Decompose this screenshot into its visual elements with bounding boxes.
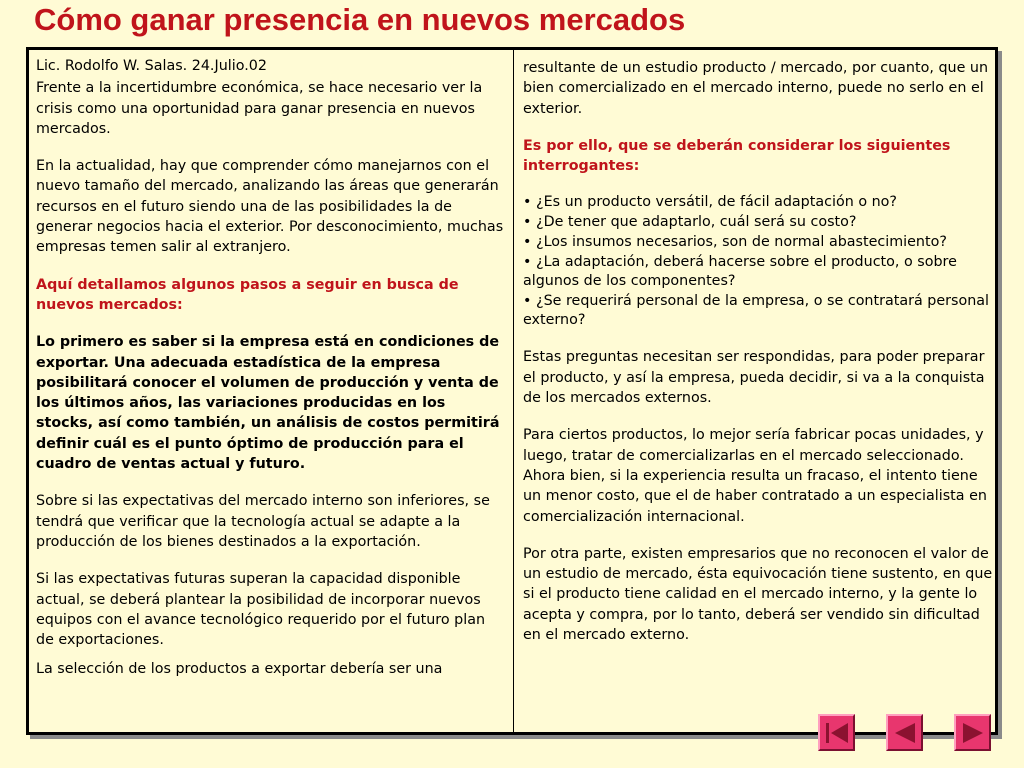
right-column bbox=[523, 58, 993, 732]
paragraph: En la actualidad, hay que comprender cómo manejarnos con el nuevo tamaño del mercado, analizando las áreas que generarán recursos en el futuro siendo una de las posibilidades la de generar negocios hacia el exterior. Por desconocimiento, muchas empresas temen salir al extranjero. bbox=[36, 158, 504, 256]
paragraph: La selección de los productos a exportar debería ser una bbox=[36, 661, 443, 678]
column-divider bbox=[513, 50, 514, 732]
paragraph: Para ciertos productos, lo mejor sería fabricar pocas unidades, y luego, tratar de comercializarlas en el mercado seleccionado. Ahora bien, si la experiencia resulta un fracaso, el intento tiene un menor costo, que el de haber contratado a un especialista en comercialización internacional. bbox=[523, 427, 987, 525]
paragraph: Por otra parte, existen empresarios que no reconocen el valor de un estudio de mercado, ésta equivocación tiene sustento, en que si el producto tiene calidad en el mercado interno, y la gente lo acepta y compra, por lo tanto, deberá ser vendido sin dificultad en el mercado externo. bbox=[523, 545, 993, 644]
previous-slide-button[interactable] bbox=[886, 714, 923, 751]
paragraph: Sobre si las expectativas del mercado interno son inferiores, se tendrá que verificar que la tecnología actual se adapte a la producción de los bienes destinados a la exportación. bbox=[36, 493, 490, 550]
content-frame bbox=[26, 47, 998, 735]
first-slide-button[interactable] bbox=[818, 714, 855, 751]
list-item-text: ¿Es un producto versátil, de fácil adaptación o no? bbox=[535, 194, 898, 211]
bullet-icon: • bbox=[523, 293, 532, 310]
list-item bbox=[523, 213, 993, 232]
left-column bbox=[36, 56, 504, 732]
bullet-icon: • bbox=[523, 214, 532, 231]
next-slide-icon bbox=[960, 721, 986, 745]
list-item bbox=[523, 233, 993, 252]
next-slide-button[interactable] bbox=[954, 714, 991, 751]
page-title: Cómo ganar presencia en nuevos mercados bbox=[34, 2, 686, 37]
list-item-text: ¿Los insumos necesarios, son de normal abastecimiento? bbox=[535, 234, 947, 251]
author-line: Lic. Rodolfo W. Salas. 24.Julio.02 bbox=[36, 58, 267, 74]
paragraph: resultante de un estudio producto / mercado, por cuanto, que un bien comercializado en el mercado interno, puede no serlo en el exterior. bbox=[523, 60, 989, 117]
first-slide-icon bbox=[824, 721, 850, 745]
paragraph: Estas preguntas necesitan ser respondidas, para poder preparar el producto, y así la empresa, pueda decidir, si va a la conquista de los mercados externos. bbox=[523, 349, 985, 407]
list-item bbox=[523, 193, 993, 212]
section-heading: Aquí detallamos algunos pasos a seguir en busca de nuevos mercados: bbox=[36, 276, 459, 313]
paragraph: Si las expectativas futuras superan la capacidad disponible actual, se deberá plantear la posibilidad de incorporar nuevos equipos con el avance tecnológico requerido por el futuro plan de exportaciones. bbox=[36, 571, 486, 649]
paragraph-bold: Lo primero es saber si la empresa está en condiciones de exportar. Una adecuada estadística de la empresa posibilitará conocer el volumen de producción y venta de los últimos años, las variaciones producidas en los stocks, así como también, un análisis de costos permitirá definir cuál es el punto óptimo de producción para el cuadro de ventas actual y futuro. bbox=[36, 334, 500, 473]
list-item-text: ¿De tener que adaptarlo, cuál será su costo? bbox=[535, 214, 857, 231]
paragraph: Frente a la incertidumbre económica, se hace necesario ver la crisis como una oportunidad para ganar presencia en nuevos mercados. bbox=[36, 80, 483, 137]
list-item bbox=[523, 253, 993, 291]
previous-slide-icon bbox=[892, 721, 918, 745]
bullet-icon: • bbox=[523, 254, 532, 271]
list-item bbox=[523, 292, 993, 330]
list-item-text: ¿Se requerirá personal de la empresa, o se contratará personal externo? bbox=[523, 293, 990, 329]
list-item-text: ¿La adaptación, deberá hacerse sobre el producto, o sobre algunos de los componentes? bbox=[523, 254, 957, 290]
section-heading: Es por ello, que se deberán considerar los siguientes interrogantes: bbox=[523, 137, 951, 175]
bullet-icon: • bbox=[523, 234, 532, 251]
bullet-icon: • bbox=[523, 194, 532, 211]
